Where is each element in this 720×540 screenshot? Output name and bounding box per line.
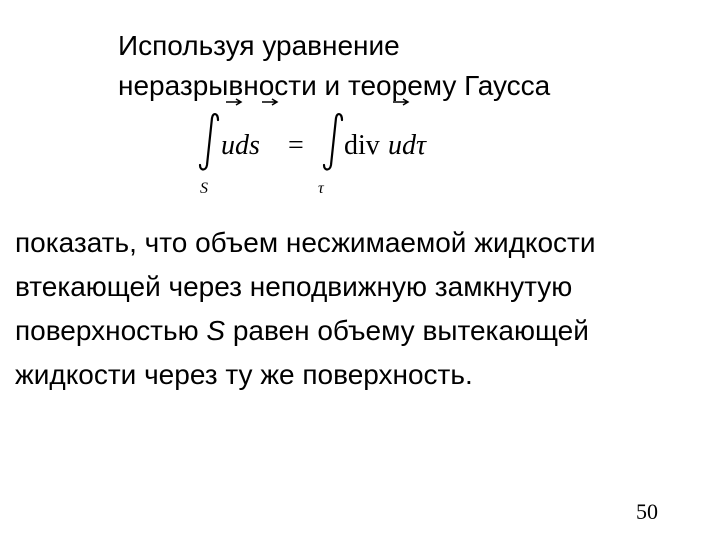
intro-line-1: Используя уравнение [118, 30, 400, 61]
div-operator: div [344, 130, 380, 161]
gauss-formula [0, 0, 720, 210]
rhs-integrand: udτ [388, 130, 427, 161]
task-line-3-end: равен объему вытекающей [225, 315, 589, 346]
vector-arrow-u-rhs [393, 99, 408, 105]
surface-symbol: S [206, 315, 226, 346]
task-line-2: втекающей через неподвижную замкнутую [15, 271, 573, 302]
task-line-3-start: поверхностью [15, 315, 207, 346]
lhs-lower-limit: S [200, 180, 208, 197]
task-text [15, 221, 715, 397]
task-line-1: показать, что объем несжимаемой жидкости [15, 227, 596, 258]
rhs-lower-limit: τ [318, 180, 324, 197]
integral-sign-lhs [200, 114, 218, 169]
task-line-3 [15, 309, 715, 353]
vector-arrow-u [226, 99, 241, 105]
page-number: 50 [636, 499, 658, 524]
vector-arrow-s [262, 99, 277, 105]
integral-sign-rhs [324, 114, 342, 169]
equals-sign: = [288, 130, 304, 161]
intro-line-2: неразрывности и теорему Гаусса [118, 70, 551, 101]
lhs-integrand: uds [221, 130, 260, 161]
task-line-4: жидкости через ту же поверхность. [15, 359, 473, 390]
